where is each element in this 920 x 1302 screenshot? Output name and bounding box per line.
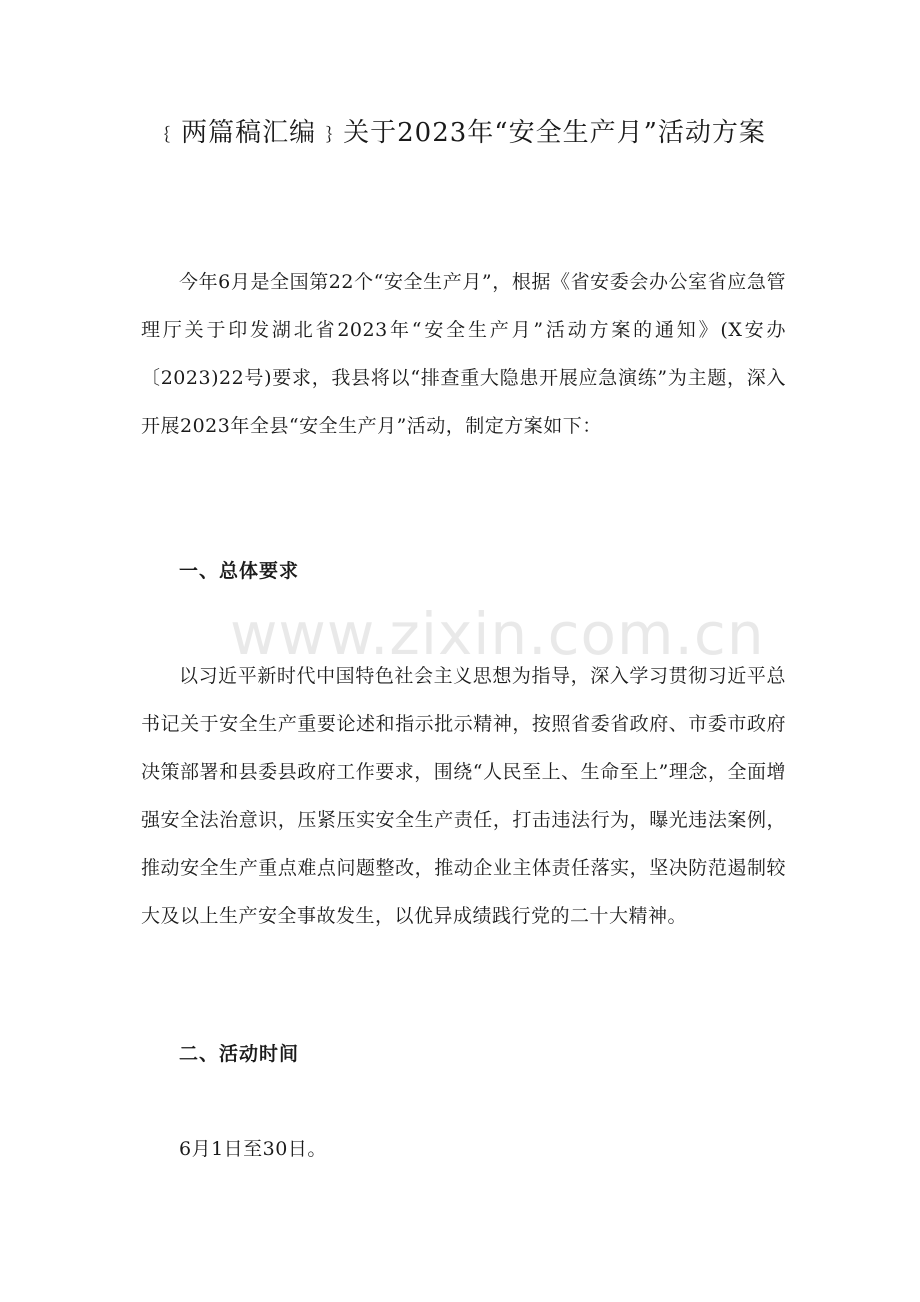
section-heading-activity-time: 二、活动时间	[179, 1043, 300, 1065]
watermark: www.zixin.com.cn	[230, 600, 765, 668]
section-body-general-requirements: 以习近平新时代中国特色社会主义思想为指导，深入学习贯彻习近平总书记关于安全生产重要论述和指示批示精神，按照省委省政府、市委市政府决策部署和县委县政府工作要求，围绕“人民至上、生命至上”理念，全面增强安全法治意识，压紧压实安全生产责任，打击违法行为，曝光违法案例，推动安全生产重点难点问题整改，推动企业主体责任落实，坚决防范遏制较大及以上生产安全事故发生，以优异成绩践行党的二十大精神。	[141, 665, 786, 927]
section-heading-general-requirements: 一、总体要求	[179, 560, 300, 582]
intro-paragraph: 今年6月是全国第22个“安全生产月”，根据《省安委会办公室省应急管理厅关于印发湖北省2023年“安全生产月”活动方案的通知》(X安办〔2023)22号)要求，我县将以“排查重大隐患开展应急演练”为主题，深入开展2023年全县“安全生产月”活动，制定方案如下：	[141, 271, 786, 437]
section-body-activity-time: 6月1日至30日。	[179, 1138, 327, 1160]
document-title: ﹛两篇稿汇编﹜关于2023年“安全生产月”活动方案	[154, 118, 766, 148]
